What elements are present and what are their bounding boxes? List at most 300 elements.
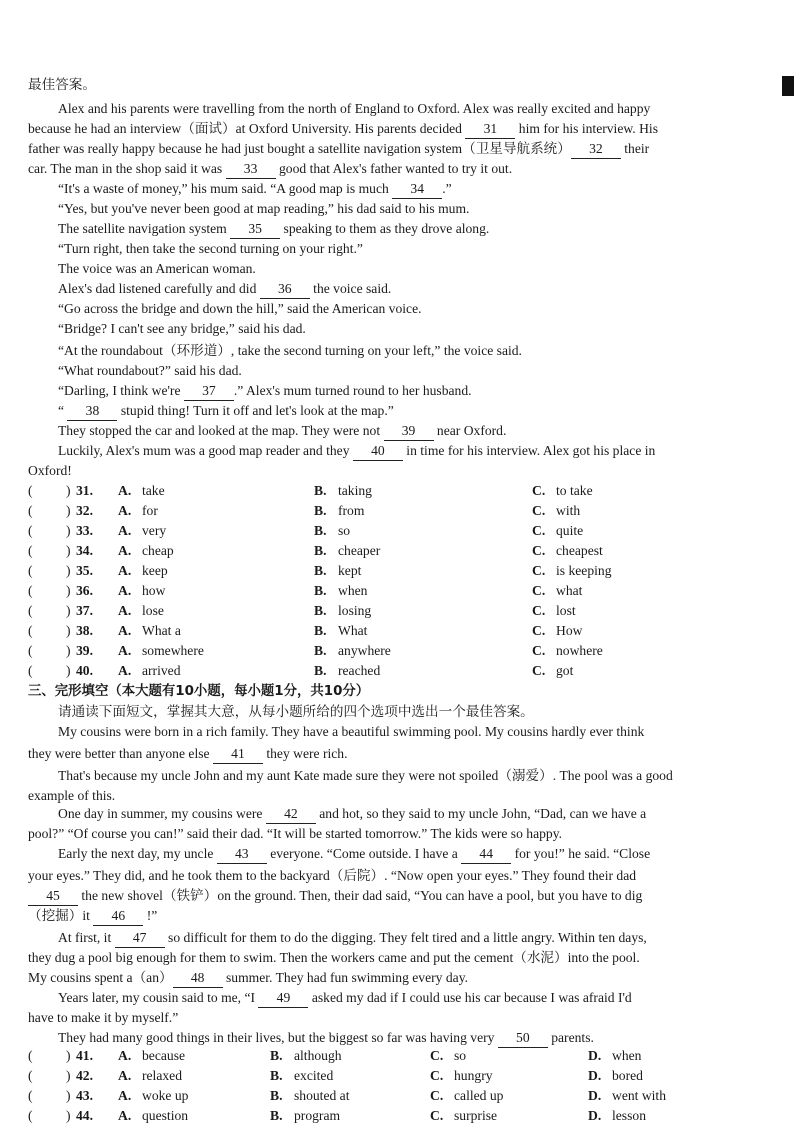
- option-text: so: [338, 523, 351, 538]
- option-text: take: [142, 483, 165, 498]
- passage-text: “At the roundabout（环形道）, take the second turning on your left,” the voice said.: [58, 343, 522, 358]
- option-text: for: [142, 503, 158, 518]
- option-text: to take: [556, 483, 593, 498]
- answer-bracket[interactable]: [28, 522, 76, 540]
- passage-text: “: [58, 403, 68, 418]
- passage2-line: [28, 1029, 758, 1048]
- option-text: surprise: [454, 1108, 498, 1123]
- bracket-close: ): [66, 503, 71, 518]
- option-text: question: [142, 1108, 189, 1123]
- passage1-line: [28, 300, 758, 318]
- passage2-line: [28, 929, 758, 948]
- cloze-blank: 36: [260, 280, 310, 299]
- passage2-line: [28, 745, 758, 764]
- cloze-blank: 40: [353, 442, 403, 461]
- option-text: anywhere: [338, 643, 391, 658]
- option-b: [314, 662, 380, 680]
- option-text: taking: [338, 483, 372, 498]
- passage-text: example of this.: [28, 788, 116, 803]
- option-c: [430, 1087, 503, 1105]
- option-letter: B.: [314, 503, 327, 518]
- option-letter: A.: [118, 503, 132, 518]
- answer-bracket[interactable]: [28, 662, 76, 680]
- option-a: [118, 642, 204, 660]
- passage-text: “Go across the bridge and down the hill,” said the American voice.: [58, 301, 422, 316]
- option-letter: C.: [532, 643, 546, 658]
- option-letter: B.: [314, 663, 327, 678]
- option-text: went with: [612, 1088, 666, 1103]
- option-text: woke up: [142, 1088, 189, 1103]
- option-a: [118, 542, 174, 560]
- passage1-line: [28, 220, 758, 239]
- option-d: [588, 1087, 666, 1105]
- option-c: [532, 502, 580, 520]
- option-text: lesson: [612, 1108, 646, 1123]
- option-b: [314, 642, 391, 660]
- option-text: when: [612, 1048, 642, 1063]
- option-text: called up: [454, 1088, 504, 1103]
- answer-bracket[interactable]: [28, 602, 76, 620]
- passage-text: That's because my uncle John and my aunt Kate made sure they were not spoiled（溺爱）. The pool was a good: [58, 768, 673, 783]
- option-d: [588, 1107, 646, 1125]
- passage1-line: [28, 140, 758, 159]
- option-letter: C.: [532, 583, 546, 598]
- passage-text: the new shovel（铁铲）on the ground. Then, their dad said, “You can have a pool, but you have to dig: [78, 888, 643, 903]
- option-b: [314, 522, 350, 540]
- option-letter: B.: [314, 603, 327, 618]
- cloze-blank: 35: [230, 220, 280, 239]
- passage2-line: [28, 787, 758, 805]
- option-c: [430, 1047, 466, 1065]
- passage-text: near Oxford.: [433, 423, 507, 438]
- option-c: [532, 562, 612, 580]
- question-number: 32.: [76, 503, 93, 518]
- option-a: [118, 602, 164, 620]
- passage1-line: [28, 280, 758, 299]
- question-row: [28, 482, 758, 500]
- bracket-open: (: [28, 503, 33, 518]
- passage-text: have to make it by myself.”: [28, 1010, 179, 1025]
- bracket-open: (: [28, 483, 33, 498]
- question-number: 42.: [76, 1068, 93, 1083]
- option-letter: A.: [118, 523, 132, 538]
- option-d: [588, 1067, 643, 1085]
- option-letter: B.: [314, 643, 327, 658]
- question-number: 39.: [76, 643, 93, 658]
- option-a: [118, 1087, 188, 1105]
- cloze-blank: 48: [173, 969, 223, 988]
- option-letter: C.: [532, 483, 546, 498]
- option-letter: A.: [118, 1048, 132, 1063]
- cloze-blank: 43: [217, 845, 267, 864]
- passage2-line: [28, 887, 758, 906]
- bracket-open: (: [28, 1088, 33, 1103]
- option-b: [314, 482, 372, 500]
- passage-text: so difficult for them to do the digging. They felt tired and a little angry. Within ten days,: [164, 930, 647, 945]
- option-letter: B.: [270, 1088, 283, 1103]
- option-a: [118, 1107, 188, 1125]
- option-letter: C.: [532, 563, 546, 578]
- option-text: how: [142, 583, 166, 598]
- passage2-line: [28, 825, 758, 843]
- passage2-line: [28, 867, 758, 885]
- bracket-close: ): [66, 663, 71, 678]
- option-letter: D.: [588, 1048, 602, 1063]
- option-letter: A.: [118, 563, 132, 578]
- bracket-open: (: [28, 1108, 33, 1123]
- passage-text: Alex's dad listened carefully and did: [58, 281, 260, 296]
- option-a: [118, 1047, 185, 1065]
- answer-bracket[interactable]: [28, 502, 76, 520]
- option-a: [118, 522, 166, 540]
- passage2-line: [28, 989, 758, 1008]
- section-heading: 三、完形填空（本大题有10小题，每小题1分，共10分）: [28, 684, 370, 699]
- cloze-blank: 47: [115, 929, 165, 948]
- answer-bracket[interactable]: [28, 622, 76, 640]
- bracket-close: ): [66, 523, 71, 538]
- option-text: so: [454, 1048, 467, 1063]
- passage1-line: [28, 160, 758, 179]
- bracket-close: ): [66, 1108, 71, 1123]
- answer-bracket[interactable]: [28, 562, 76, 580]
- passage2-line: [28, 949, 758, 967]
- answer-bracket[interactable]: [28, 1087, 76, 1105]
- bracket-close: ): [66, 643, 71, 658]
- passage-text: My cousins spent a（an）: [28, 970, 173, 985]
- option-b: [270, 1047, 342, 1065]
- passage-text: your eyes.” They did, and he took them to the backyard（后院）. “Now open your eyes.” They found their dad: [28, 868, 637, 883]
- option-text: hungry: [454, 1068, 493, 1083]
- bracket-close: ): [66, 583, 71, 598]
- option-text: How: [556, 623, 583, 638]
- option-text: What a: [142, 623, 181, 638]
- option-b: [314, 502, 364, 520]
- option-letter: A.: [118, 583, 132, 598]
- passage-text: One day in summer, my cousins were: [58, 806, 266, 821]
- bracket-close: ): [66, 1068, 71, 1083]
- answer-bracket[interactable]: [28, 482, 76, 500]
- bracket-open: (: [28, 603, 33, 618]
- option-letter: C.: [532, 543, 546, 558]
- passage2-line: [28, 723, 758, 741]
- option-c: [532, 642, 603, 660]
- cloze-blank: 45: [28, 887, 78, 906]
- option-letter: B.: [314, 563, 327, 578]
- option-text: reached: [338, 663, 381, 678]
- passage1-line: [28, 120, 758, 139]
- option-d: [588, 1047, 641, 1065]
- answer-bracket[interactable]: [28, 542, 76, 560]
- option-text: bored: [612, 1068, 643, 1083]
- cloze-blank: 34: [392, 180, 442, 199]
- passage-text: My cousins were born in a rich family. They have a beautiful swimming pool. My cousins hardly ever think: [58, 724, 645, 739]
- passage1-line: [28, 382, 758, 401]
- bracket-close: ): [66, 623, 71, 638]
- option-a: [118, 482, 165, 500]
- passage1-line: [28, 200, 758, 218]
- cloze-blank: 38: [67, 402, 117, 421]
- option-text: arrived: [142, 663, 181, 678]
- option-c: [532, 522, 583, 540]
- cloze-blank: 44: [461, 845, 511, 864]
- option-letter: C.: [532, 523, 546, 538]
- passage-text: “What roundabout?” said his dad.: [58, 363, 242, 378]
- option-text: excited: [294, 1068, 334, 1083]
- passage2-line: [28, 907, 758, 926]
- passage-text: their: [620, 141, 650, 156]
- question-number: 43.: [76, 1088, 93, 1103]
- section-instruction: 请通读下面短文，掌握其大意，从每小题所给的四个选项中选出一个最佳答案。: [58, 704, 534, 719]
- option-a: [118, 582, 165, 600]
- passage-text: summer. They had fun swimming every day.: [222, 970, 469, 985]
- option-letter: A.: [118, 1088, 132, 1103]
- bracket-open: (: [28, 663, 33, 678]
- option-letter: C.: [430, 1088, 444, 1103]
- bracket-close: ): [66, 1088, 71, 1103]
- option-b: [314, 562, 361, 580]
- option-letter: A.: [118, 623, 132, 638]
- question-number: 35.: [76, 563, 93, 578]
- bracket-open: (: [28, 523, 33, 538]
- passage-text: father was really happy because he had just bought a satellite navigation system（卫星导航系统）: [28, 141, 571, 156]
- passage-text: for you!” he said. “Close: [511, 846, 651, 861]
- passage1-line: [28, 320, 758, 338]
- passage-text: Luckily, Alex's mum was a good map reader and they: [58, 443, 353, 458]
- passage-text: everyone. “Come outside. I have a: [266, 846, 462, 861]
- option-text: quite: [556, 523, 584, 538]
- question-row: [28, 522, 758, 540]
- passage-text: they were rich.: [262, 746, 348, 761]
- passage-text: .”: [442, 181, 452, 196]
- option-a: [118, 1067, 182, 1085]
- bracket-open: (: [28, 1048, 33, 1063]
- option-text: relaxed: [142, 1068, 182, 1083]
- option-letter: D.: [588, 1068, 602, 1083]
- option-b: [270, 1087, 350, 1105]
- passage2-line: [28, 1009, 758, 1027]
- question-row: [28, 1107, 758, 1125]
- option-text: kept: [338, 563, 362, 578]
- option-a: [118, 622, 181, 640]
- passage-text: because he had an interview（面试）at Oxford University. His parents decided: [28, 121, 466, 136]
- cloze-blank: 37: [184, 382, 234, 401]
- option-letter: A.: [118, 483, 132, 498]
- option-text: somewhere: [142, 643, 204, 658]
- passage1-line: [28, 362, 758, 380]
- passage-text: car. The man in the shop said it was: [28, 161, 226, 176]
- passage-text: Alex and his parents were travelling from the north of England to Oxford. Alex was really excited and happy: [58, 101, 651, 116]
- option-c: [532, 542, 603, 560]
- option-letter: C.: [532, 503, 546, 518]
- option-text: very: [142, 523, 167, 538]
- option-letter: D.: [588, 1088, 602, 1103]
- passage-text: Years later, my cousin said to me, “I: [58, 990, 259, 1005]
- passage1-line: [28, 260, 758, 278]
- option-letter: C.: [430, 1068, 444, 1083]
- option-letter: A.: [118, 543, 132, 558]
- option-text: keep: [142, 563, 168, 578]
- passage1-line: [28, 402, 758, 421]
- question-number: 36.: [76, 583, 93, 598]
- option-text: although: [294, 1048, 342, 1063]
- question-row: [28, 602, 758, 620]
- passage-text: stupid thing! Turn it off and let's look at the map.”: [117, 403, 394, 418]
- option-letter: A.: [118, 1068, 132, 1083]
- bracket-open: (: [28, 1068, 33, 1083]
- cloze-blank: 42: [266, 805, 316, 824]
- option-a: [118, 562, 168, 580]
- option-b: [314, 602, 371, 620]
- passage2-line: [28, 767, 758, 785]
- option-text: with: [556, 503, 581, 518]
- passage-text: pool?” “Of course you can!” said their dad. “It will be started tomorrow.” The kids were so happy.: [28, 826, 563, 841]
- question-number: 31.: [76, 483, 93, 498]
- passage2-line: [28, 969, 758, 988]
- page-edge-mark: [782, 76, 794, 96]
- option-c: [532, 622, 582, 640]
- option-text: cheapest: [556, 543, 603, 558]
- option-text: because: [142, 1048, 186, 1063]
- option-letter: B.: [314, 543, 327, 558]
- option-letter: C.: [532, 663, 546, 678]
- question-row: [28, 662, 758, 680]
- option-text: what: [556, 583, 583, 598]
- question-row: [28, 1087, 758, 1105]
- question-number: 41.: [76, 1048, 93, 1063]
- option-letter: B.: [270, 1048, 283, 1063]
- option-letter: A.: [118, 643, 132, 658]
- passage-text: they were better than anyone else: [28, 746, 213, 761]
- option-b: [314, 582, 367, 600]
- option-text: is keeping: [556, 563, 612, 578]
- cloze-blank: 32: [571, 140, 621, 159]
- option-c: [532, 482, 593, 500]
- cloze-blank: 49: [258, 989, 308, 1008]
- option-text: program: [294, 1108, 341, 1123]
- passage-text: !”: [143, 908, 158, 923]
- question-row: [28, 642, 758, 660]
- option-text: nowhere: [556, 643, 603, 658]
- passage-text: “It's a waste of money,” his mum said. “A good map is much: [58, 181, 393, 196]
- option-letter: B.: [270, 1068, 283, 1083]
- passage-text: Oxford!: [28, 463, 72, 478]
- passage-text: They stopped the car and looked at the map. They were not: [58, 423, 384, 438]
- cloze-blank: 33: [226, 160, 276, 179]
- option-b: [270, 1107, 340, 1125]
- option-letter: A.: [118, 663, 132, 678]
- option-b: [270, 1067, 333, 1085]
- passage1-line: [28, 342, 758, 360]
- passage-text: “Turn right, then take the second turning on your right.”: [58, 241, 363, 256]
- passage-text: good that Alex's father wanted to try it out.: [275, 161, 513, 176]
- question-row: [28, 1047, 758, 1065]
- passage-text: in time for his interview. Alex got his place in: [402, 443, 656, 458]
- question-row: [28, 542, 758, 560]
- option-c: [532, 602, 576, 620]
- cloze-blank: 46: [93, 907, 143, 926]
- passage-text: They had many good things in their lives, but the biggest so far was having very: [58, 1030, 498, 1045]
- option-letter: B.: [314, 483, 327, 498]
- answer-header: 最佳答案。: [28, 77, 96, 92]
- passage-text: “Bridge? I can't see any bridge,” said his dad.: [58, 321, 306, 336]
- question-number: 33.: [76, 523, 93, 538]
- passage-text: they dug a pool big enough for them to swim. Then the workers came and put the cement（水泥）into the pool.: [28, 950, 640, 965]
- passage1-line: [28, 442, 758, 461]
- option-text: lost: [556, 603, 576, 618]
- answer-bracket[interactable]: [28, 1047, 76, 1065]
- bracket-open: (: [28, 643, 33, 658]
- passage-text: parents.: [547, 1030, 594, 1045]
- cloze-blank: 39: [384, 422, 434, 441]
- option-letter: C.: [430, 1108, 444, 1123]
- passage-text: speaking to them as they drove along.: [280, 221, 490, 236]
- bracket-close: ): [66, 483, 71, 498]
- answer-bracket[interactable]: [28, 582, 76, 600]
- passage-text: “Yes, but you've never been good at map reading,” his dad said to his mum.: [58, 201, 470, 216]
- option-b: [314, 622, 367, 640]
- question-number: 34.: [76, 543, 93, 558]
- answer-bracket[interactable]: [28, 1067, 76, 1085]
- passage1-line: [28, 422, 758, 441]
- option-text: when: [338, 583, 368, 598]
- option-text: cheaper: [338, 543, 381, 558]
- passage1-line: [28, 100, 758, 118]
- passage-text: asked my dad if I could use his car because I was afraid I'd: [308, 990, 632, 1005]
- question-number: 38.: [76, 623, 93, 638]
- answer-bracket[interactable]: [28, 1107, 76, 1125]
- option-text: cheap: [142, 543, 174, 558]
- passage-text: “Darling, I think we're: [58, 383, 184, 398]
- question-number: 44.: [76, 1108, 93, 1123]
- option-text: lose: [142, 603, 164, 618]
- question-row: [28, 1067, 758, 1085]
- option-letter: B.: [314, 583, 327, 598]
- option-c: [532, 662, 573, 680]
- passage2-line: [28, 805, 758, 824]
- cloze-blank: 50: [498, 1029, 548, 1048]
- option-letter: C.: [430, 1048, 444, 1063]
- option-b: [314, 542, 380, 560]
- option-c: [430, 1067, 493, 1085]
- passage-text: the voice said.: [309, 281, 392, 296]
- answer-bracket[interactable]: [28, 642, 76, 660]
- cloze-blank: 41: [213, 745, 263, 764]
- passage-text: （挖掘）it: [28, 908, 94, 923]
- bracket-open: (: [28, 623, 33, 638]
- passage-text: At first, it: [58, 930, 115, 945]
- option-text: shouted at: [294, 1088, 350, 1103]
- question-row: [28, 622, 758, 640]
- question-row: [28, 582, 758, 600]
- option-a: [118, 502, 158, 520]
- option-letter: B.: [314, 523, 327, 538]
- option-text: What: [338, 623, 368, 638]
- passage-text: The voice was an American woman.: [58, 261, 256, 276]
- passage1-line: [28, 240, 758, 258]
- option-letter: A.: [118, 1108, 132, 1123]
- bracket-open: (: [28, 563, 33, 578]
- option-c: [430, 1107, 497, 1125]
- option-letter: C.: [532, 603, 546, 618]
- question-number: 37.: [76, 603, 93, 618]
- passage1-line: [28, 462, 758, 480]
- bracket-close: ): [66, 603, 71, 618]
- cloze-blank: 31: [465, 120, 515, 139]
- passage-text: him for his interview. His: [515, 121, 658, 136]
- question-row: [28, 562, 758, 580]
- passage-text: The satellite navigation system: [58, 221, 231, 236]
- option-a: [118, 662, 181, 680]
